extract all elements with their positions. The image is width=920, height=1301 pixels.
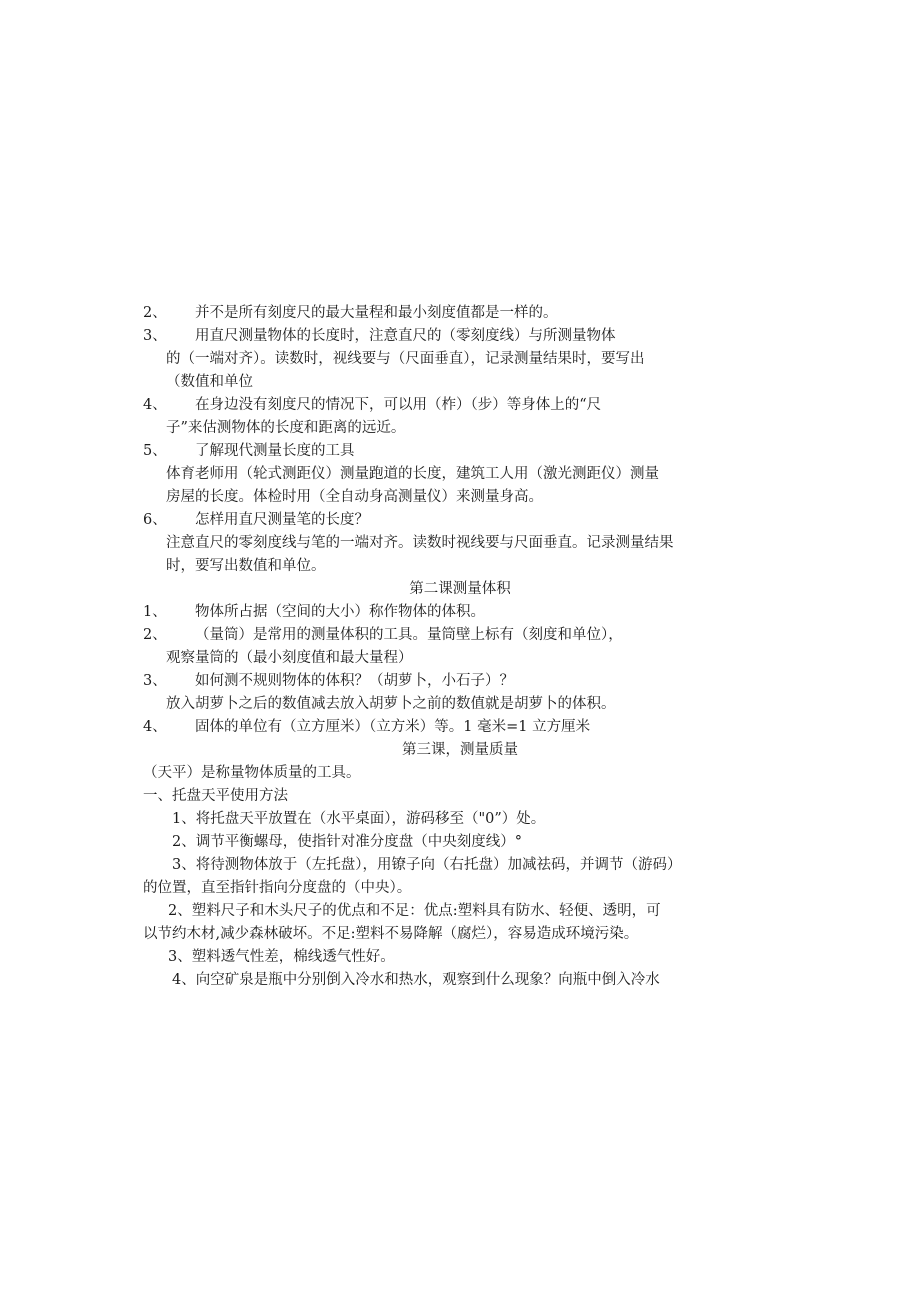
item-continuation: 观察量筒的（最小刻度值和最大量程） — [166, 650, 413, 666]
item-continuation: 时，要写出数值和单位。 — [166, 558, 326, 574]
item-text: 如何测不规则物体的体积？（胡萝卜，小石子）？ — [195, 673, 514, 689]
item-continuation: 子”来估测物体的长度和距离的远近。 — [166, 420, 406, 436]
item-continuation: （数值和单位 — [166, 374, 253, 390]
item-continuation: 注意直尺的零刻度线与笔的一端对齐。读数时视线要与尺面垂直。记录测量结果 — [166, 535, 674, 551]
item-text: 在身边没有刻度尺的情况下，可以用（柞）（步）等身体上的“尺 — [195, 397, 602, 413]
list-item-4 — [143, 395, 601, 415]
item-number: 3、 — [143, 328, 167, 344]
item-continuation: 体育老师用（轮式测距仪）测量跑道的长度，建筑工人用（激光测距仪）测量 — [166, 466, 659, 482]
item-continuation: 的（一端对齐）。读数时，视线要与（尺面垂直），记录测量结果时，要写出 — [166, 351, 645, 367]
list-item-5 — [143, 441, 355, 461]
item-number: 5、 — [143, 443, 167, 459]
paragraph-line: 以节约木材,减少森林破坏。不足:塑料不易降解（腐烂），容易造成环境污染。 — [143, 926, 639, 942]
item-continuation: 房屋的长度。体检时用（全自动身高测量仪）来测量身高。 — [166, 489, 543, 505]
item-text: （量筒）是常用的测量体积的工具。量筒壁上标有（刻度和单位）， — [195, 627, 623, 643]
item-text: 用直尺测量物体的长度时，注意直尺的（零刻度线）与所测量物体 — [195, 328, 616, 344]
list-item-2 — [143, 303, 558, 323]
list-item-2 — [143, 625, 623, 645]
step-line: 2、调节平衡螺母，使指针对准分度盘（中央刻度线）° — [172, 834, 522, 850]
item-text: 了解现代测量长度的工具 — [195, 443, 355, 459]
paragraph-line: 3、塑料透气性差，棉线透气性好。 — [168, 949, 395, 965]
list-item-3 — [143, 326, 616, 346]
item-text: 物体所占据（空间的大小）称作物体的体积。 — [195, 604, 485, 620]
item-number: 3、 — [143, 673, 167, 689]
item-number: 2、 — [143, 305, 167, 321]
item-text: 固体的单位有（立方厘米）（立方米）等。1 毫米=1 立方厘米 — [195, 719, 591, 735]
list-item-3 — [143, 671, 514, 691]
lesson3-intro: （天平）是称量物体质量的工具。 — [143, 765, 361, 781]
list-item-4 — [143, 717, 590, 737]
list-item-6 — [143, 510, 369, 530]
item-text: 怎样用直尺测量笔的长度？ — [195, 512, 369, 528]
item-number: 4、 — [143, 719, 167, 735]
step-line: 1、将托盘天平放置在（水平桌面），游码移至（"0”）处。 — [172, 811, 546, 827]
lesson2-title: 第二课测量体积 — [409, 581, 511, 597]
list-item-1 — [143, 602, 485, 622]
lesson3-title: 第三课，测量质量 — [402, 742, 518, 758]
step-line: 3、将待测物体放于（左托盘），用镣子向（右托盘）加减祛码，并调节（游码） — [172, 857, 682, 873]
section-heading: 一、托盘天平使用方法 — [143, 788, 288, 804]
item-number: 1、 — [143, 604, 167, 620]
step-line: 的位置，直至指针指向分度盘的（中央）。 — [143, 880, 412, 896]
item-number: 6、 — [143, 512, 167, 528]
item-continuation: 放入胡萝卜之后的数值减去放入胡萝卜之前的数值就是胡萝卜的体积。 — [166, 696, 616, 712]
item-text: 并不是所有刻度尺的最大量程和最小刻度值都是一样的。 — [195, 305, 558, 321]
item-number: 2、 — [143, 627, 167, 643]
paragraph-line: 2、塑料尺子和木头尺子的优点和不足：优点:塑料具有防水、轻便、透明，可 — [168, 903, 661, 919]
paragraph-line: 4、向空矿泉是瓶中分别倒入冷水和热水，观察到什么现象？向瓶中倒入冷水 — [172, 972, 660, 988]
item-number: 4、 — [143, 397, 167, 413]
